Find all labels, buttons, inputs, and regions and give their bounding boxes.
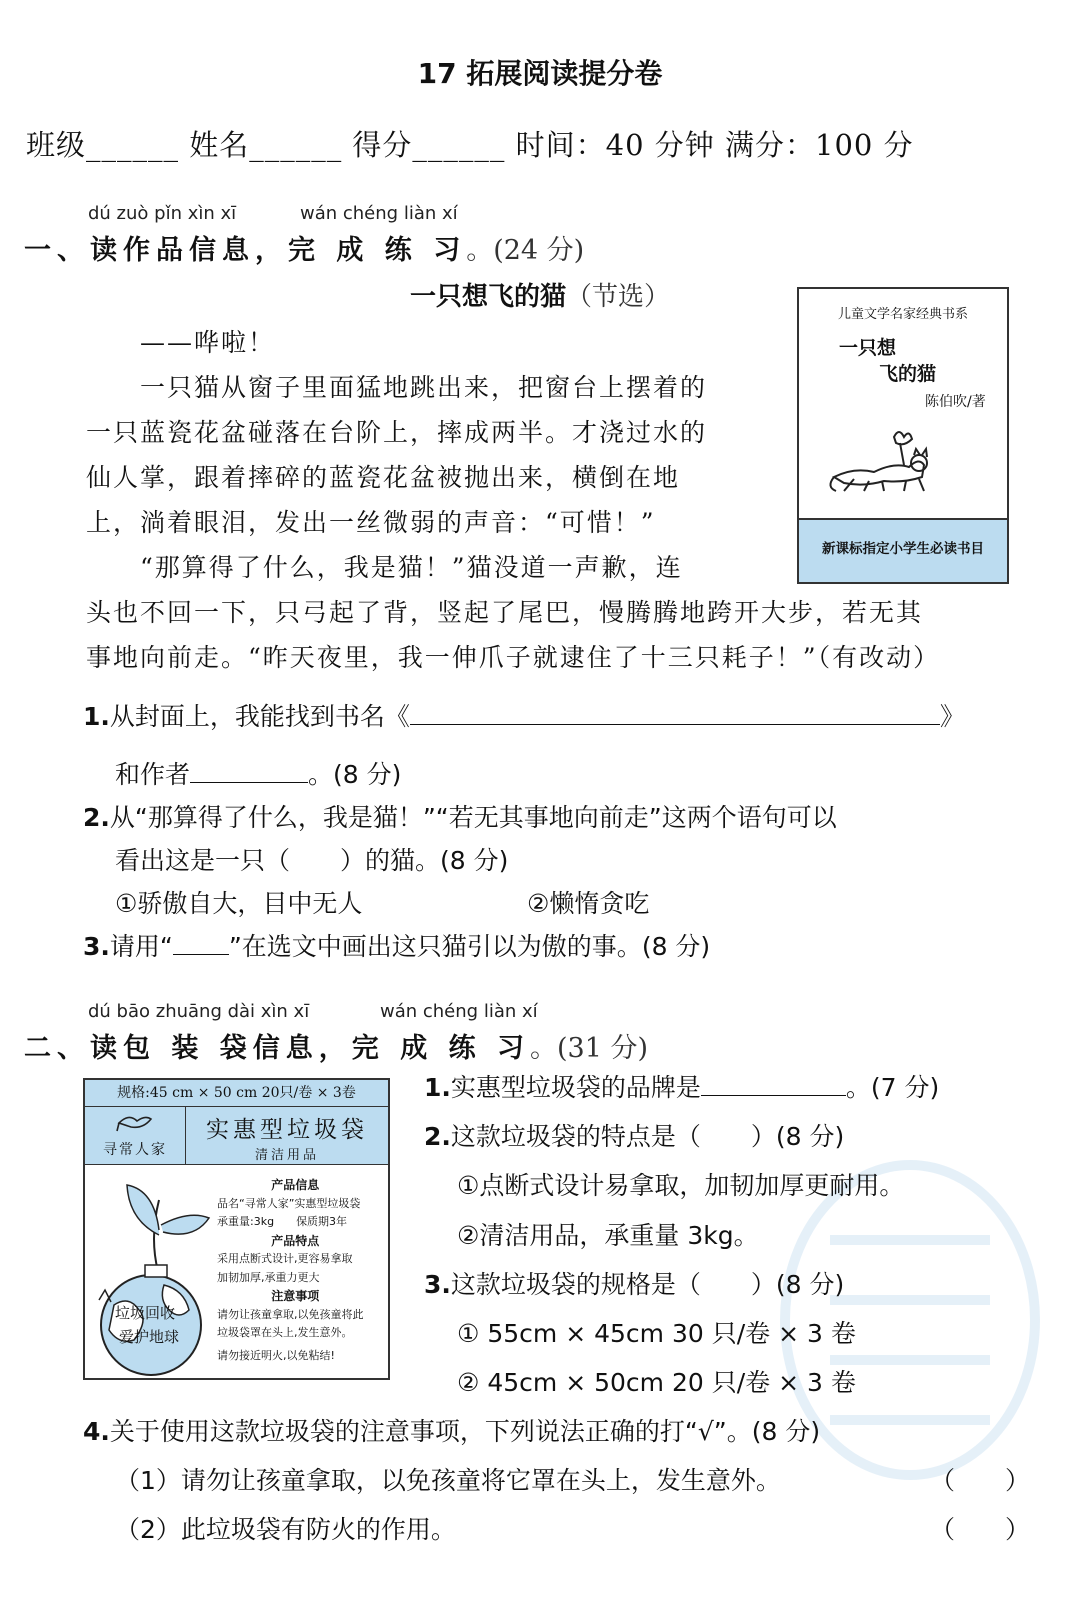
passage-line-4: 仙人掌，跟着摔碎的蓝瓷花盆被抛出来，横倒在地 [86,463,681,492]
section1-pinyin-b: wán chéng liàn xí [300,203,458,224]
cover-series: 儿童文学名家经典书系 [837,307,968,322]
s2-q1-brand-blank[interactable] [701,1094,846,1096]
bag-info-line-3: 采用点断式设计,更容易拿取 [217,1252,353,1265]
s1-q1-author-label: 和作者 [115,760,191,789]
cover-author: 陈伯吹/著 [925,394,986,410]
passage-line-8: 事地向前走。“昨天夜里，我一伸爪子就逮住了十三只耗子！”（有改动） [86,643,941,672]
passage-line-1: ——哗啦！ [140,328,276,357]
s1-q2-line2[interactable]: 看出这是一只（ ）的猫。(8 分) [115,846,509,875]
bag-category: 清洁用品 [254,1148,319,1163]
bag-spec: 规格:45 cm × 50 cm 20只/卷 × 3卷 [85,1080,388,1107]
bag-info-heading-1: 产品信息 [271,1178,320,1192]
cover-footer: 新课标指定小学生必读书目 [799,518,1007,582]
s2-q4-item-1: （1）请勿让孩童拿取，以免孩童将它罩在头上，发生意外。 [115,1466,781,1495]
passage-line-6: “那算得了什么，我是猫！”猫没道一声歉，连 [140,553,683,582]
section1-heading [24,228,584,267]
s1-question-1 [83,697,965,733]
passage-line-7: 头也不回一下，只弓起了背，竖起了尾巴，慢腾腾地跨开大步，若无其 [86,598,924,627]
s2-question-1 [424,1068,939,1104]
bag-info-heading-3: 注意事项 [271,1289,320,1303]
section2-pinyin-b: wán chéng liàn xí [380,1001,538,1022]
bag-info [217,1176,364,1365]
cat-illustration-icon [824,417,944,497]
bag-info-line-6: 垃圾袋罩在头上,发生意外。 [217,1326,353,1339]
bag-info-line-1: 品名“寻常人家”实惠型垃圾袋 [217,1196,361,1210]
s2-q2-number: 2. [424,1122,451,1151]
s2-question-3 [424,1265,844,1301]
s1-question-3 [83,927,710,963]
s2-q3-option-1[interactable]: ① 55cm × 45cm 30 只/卷 × 3 卷 [457,1319,856,1348]
student-info-line: 班级______ 姓名______ 得分______ 时间：40 分钟 满分：100 分 [26,128,914,162]
s2-q1-number: 1. [424,1073,451,1102]
s2-q1-text: 实惠型垃圾袋的品牌是 [450,1073,701,1102]
s1-q3-underline-mark [173,953,229,955]
bag-info-weight: 承重量:3kg [217,1215,275,1228]
s2-q4-text: 关于使用这款垃圾袋的注意事项，下列说法正确的打“√”。(8 分) [109,1417,821,1446]
passage-title-text: 一只想飞的猫 [410,282,567,312]
bag-info-shelf: 保质期3年 [296,1215,348,1228]
bag-product-name: 实惠型垃圾袋 [206,1117,368,1143]
s2-q1-score: 。(7 分) [845,1073,940,1102]
garbage-bag-package [83,1078,390,1380]
s1-q2-number: 2. [83,803,110,832]
s2-q4-number: 4. [83,1417,110,1446]
passage-line-5: 上，淌着眼泪，发出一丝微弱的声音：“可惜！” [86,508,656,537]
s1-q3-text-a: 请用“ [109,932,173,961]
section1-pinyin-a: dú zuò pǐn xìn xī [88,203,237,224]
section2-heading [24,1026,648,1065]
bag-info-line-2 [217,1213,364,1232]
bag-name-box [186,1107,388,1165]
s2-q2-option-1[interactable]: ①点断式设计易拿取，加韧加厚更耐用。 [457,1171,905,1200]
s2-q2-option-2[interactable]: ②清洁用品，承重量 3kg。 [457,1221,759,1250]
s2-q2-text[interactable]: 这款垃圾袋的特点是（ ）(8 分) [450,1122,845,1151]
bag-info-line-7: 请勿接近明火,以免粘结! [217,1348,335,1362]
s1-q3-text-b: ”在选文中画出这只猫引以为傲的事。(8 分) [228,932,711,961]
book-cover [797,287,1009,584]
s2-q3-number: 3. [424,1270,451,1299]
s1-q1-author-blank[interactable] [190,781,308,783]
bag-info-line-5: 请勿让孩童拿取,以免孩童将此 [217,1307,364,1321]
s1-q1-close: 》 [939,702,965,731]
s2-q3-option-2[interactable]: ② 45cm × 50cm 20 只/卷 × 3 卷 [457,1368,856,1397]
s2-q4-item-1-answer[interactable]: （ ） [930,1466,1031,1495]
s1-question-2 [83,798,837,834]
earth-text-2: 爱护地球 [119,1328,180,1346]
passage-line-2: 一只猫从窗子里面猛地跳出来，把窗台上摆着的 [140,373,708,402]
s1-q2-option-2[interactable]: ②懒惰贪吃 [527,889,650,918]
earth-text-1: 垃圾回收 [115,1304,176,1322]
s1-q1-title-blank[interactable] [410,723,940,725]
s2-q4-item-2-answer[interactable]: （ ） [930,1515,1031,1544]
s1-question-1-line2 [115,755,401,791]
section2-pinyin-a: dú bāo zhuāng dài xìn xī [88,1001,310,1022]
section2-heading-text: 二、读包 装 袋信息，完 成 练 习 [24,1033,530,1064]
s2-q4-item-2: （2）此垃圾袋有防火的作用。 [115,1515,456,1544]
s2-question-2 [424,1117,844,1153]
bag-brand-name: 寻常人家 [103,1142,167,1158]
s1-q1-number: 1. [83,702,110,731]
cover-title-line1: 一只想 [839,337,897,359]
bag-info-line-4: 加韧加厚,承重力更大 [217,1270,320,1284]
section1-heading-text: 一、读作品信息，完 成 练 习 [24,235,467,266]
s1-q2-text: 从“那算得了什么，我是猫！”“若无其事地向前走”这两个语句可以 [109,803,837,832]
passage-title-note: （节选） [566,282,671,312]
s2-question-4 [83,1412,820,1448]
bag-brand-box [85,1107,186,1165]
bag-info-heading-2: 产品特点 [271,1233,320,1248]
page-title: 17 拓展阅读提分卷 [417,57,663,90]
section1-score: 。(24 分) [466,235,585,266]
s2-q3-text[interactable]: 这款垃圾袋的规格是（ ）(8 分) [450,1270,845,1299]
s1-q3-number: 3. [83,932,110,961]
s1-q2-option-1[interactable]: ①骄傲自大，目中无人 [115,889,363,918]
s1-q1-score: 。(8 分) [308,760,402,789]
passage-title [410,276,670,313]
section2-score: 。(31 分) [530,1033,649,1064]
cover-title-line2: 飞的猫 [879,363,937,385]
s1-q1-text: 从封面上，我能找到书名《 [109,702,410,731]
brand-logo-icon [115,1111,155,1133]
passage-line-3: 一只蓝瓷花盆碰落在台阶上，摔成两半。才浇过水的 [86,418,708,447]
